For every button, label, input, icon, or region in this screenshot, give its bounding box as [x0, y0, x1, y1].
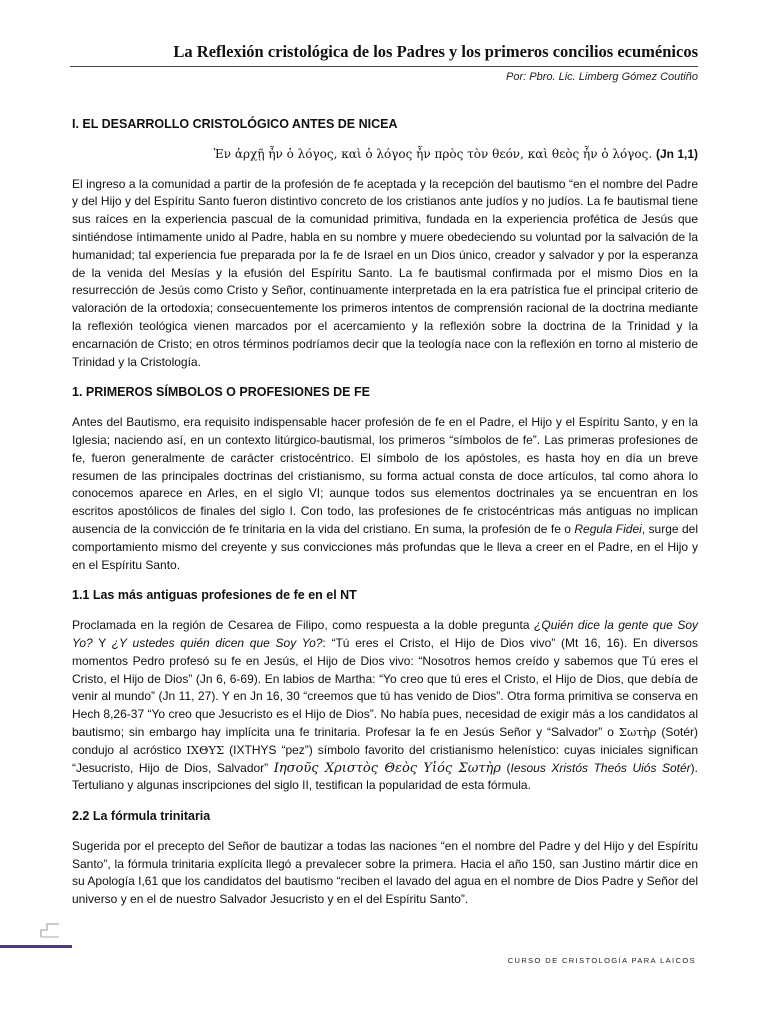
text-run: ). Tertuliano y algunas inscripciones del siglo II, testifican la popularidad de esta fórmula.: [72, 760, 699, 793]
greek-acrostic-expansion: Ιησοῦς Χριστὸς Θεὸς Υἱός Σωτὴρ: [273, 760, 501, 776]
footer-course-title: CURSO DE CRISTOLOGÍA PARA LAICOS: [507, 956, 696, 965]
text-run: (IXTHYS “pez”) símbolo favorito del cristianismo helenístico: cuyas iniciales significan “Jesucristo, Hijo de Dios, Salvador”: [72, 742, 698, 775]
text-run: (: [500, 760, 511, 775]
text-run: Y: [92, 635, 112, 650]
italic-question-2: ¿Y ustedes quién dicen que Soy Yo?: [111, 635, 323, 650]
paragraph-trinitaria: Sugerida por el precepto del Señor de bautizar a todas las naciones “en el nombre del Padre y del Hijo y del Espíritu Santo”, la fórmula trinitaria explícita llegó a prevalecer sobre la primera. Hacia el año 150, san Justino mártir dice en su Apología I,61 que los candidatos del bautismo “reciben el lavado del agua en el nombre de Dios Padre y Señor del universo y en el de nuestro Salvador Jesucristo y en el del Espíritu Santo”.: [72, 838, 698, 907]
greek-quote: Ἐν ἀρχῇ ἦν ὁ λόγος, καὶ ὁ λόγος ἦν πρὸς τὸν θεόν, καὶ θεὸς ἦν ὁ λόγος.: [213, 146, 653, 161]
italic-question-1: ¿Quién dice la gente que Soy Yo?: [72, 618, 698, 650]
text-run: : “Tú eres el Cristo, el Hijo de Dios vivo” (Mt 16, 16). En diversos momentos Pedro profesó su fe en Jesús, el Hijo de Dios vivo: “Nosotros hemos creído y sabemos que Tú eres el Cristo, el Hijo de Dios” (Jn 6, 6-69). En labios de Martha: “Yo creo que tú eres el Cristo, el Hijo de Dios, que debía de venir al mundo” (Jn 11, 27). Y en Jn 16, 30 “creemos que tú has venido de Dios”. Otra forma primitiva se conserva en Hech 8,26-37 “Yo creo que Jesucristo es el Hijo de Dios”. No había pues, necesidad de exigir más a los candidatos al bautismo; sin embargo hay implícita una fe trinitaria. Profesar la fe en Jesús Señor y “Salvador” o: [72, 635, 698, 739]
paragraph-antiguas: [72, 617, 698, 795]
paragraph-intro: El ingreso a la comunidad a partir de la profesión de fe aceptada y la recepción del bautismo “en el nombre del Padre y del Hijo y del Espíritu Santo fueron distintivo concreto de los cristianos ante judíos y no judíos. La fe bautismal tiene sus raíces en la experiencia pascual de la comunidad primitiva, fundada en la experiencia profética de Jesús que sintiéndose íntimamente unido al Padre, habla en su nombre y muere obedeciendo su voluntad por la salvación de la humanidad; tal experiencia fue preparada por la fe de Israel en un Dios único, creador y salvador y por la esperanza de la venida del Mesías y la efusión del Espíritu Santo. La fe bautismal confirmada por el mismo Dios en la resurrección de Jesús como Cristo y Señor, continuamente interpretada en la era patrística fue el principal criterio de valoración de la ortodoxia; consecuentemente los primeros intentos de comprensión racional de la doctrina mediante la reflexión teológica vienen marcados por el acercamiento y la reflexión sobre la doctrina de la Trinidad y la encarnación de Cristo; en otros términos podríamos decir que la teología nace con la reflexión en torno al misterio de Trinidad y la Cristología.: [72, 176, 698, 369]
italic-transliteration: Iesous Xristós Theós Uiós Sotér: [510, 760, 691, 775]
greek-ichthys: ΙΧΘΥΣ: [186, 742, 225, 757]
text-run: , surge del comportamiento mismo del creyente y sus convicciones más profundas que le lleva a creer en el Padre, en el Hijo y en el Espíritu Santo.: [72, 521, 698, 572]
scripture-reference: (Jn 1,1): [655, 146, 698, 161]
running-header-title: La Reflexión cristológica de los Padres y los primeros concilios ecuménicos: [173, 42, 698, 61]
page-number-icon: [38, 921, 62, 939]
document-body: [72, 116, 698, 922]
greek-soter: Σωτὴρ: [618, 724, 657, 739]
italic-term-regula-fidei: Regula Fidei: [574, 521, 642, 536]
section-heading-simbolos: 1. PRIMEROS SÍMBOLOS O PROFESIONES DE FE: [72, 385, 370, 400]
paragraph-simbolos: [72, 414, 698, 574]
text-run: Antes del Bautismo, era requisito indispensable hacer profesión de fe en el Padre, el Hijo y el Espíritu Santo, y en la Iglesia; naciendo así, en un contexto litúrgico-bautismal, los primeros “símbolos de fe”. Las primeras profesiones de fe, fueron generalmente de carácter cristocéntrico. El símbolo de los apóstoles, es hasta hoy en día un breve resumen de las principales doctrinas del cristianismo, su forma actual consta de doce artículos, tal como ahora lo conocemos aparece en Arles, en el siglo VI; aunque todos sus elementos doctrinales ya se encuentran en los escritos apostólicos de finales del siglo I. Con todo, las profesiones de fe cristocéntricas más antiguas no implican ausencia de la convicción de fe trinitaria en la vida del cristiano. En suma, la profesión de fe o: [72, 415, 698, 536]
subsection-heading-antiguas: 1.1 Las más antiguas profesiones de fe en el NT: [72, 588, 357, 603]
header-divider: [70, 66, 698, 67]
greek-epigraph: [72, 146, 698, 164]
subsection-heading-trinitaria: 2.2 La fórmula trinitaria: [72, 809, 211, 824]
footer-accent-bar: [0, 945, 72, 948]
text-run: (Sotér) condujo al acróstico: [72, 724, 698, 757]
text-run: Proclamada en la región de Cesarea de Filipo, como respuesta a la doble pregunta: [72, 618, 535, 633]
section-heading-desarrollo: I. EL DESARROLLO CRISTOLÓGICO ANTES DE NICEA: [72, 117, 398, 131]
running-header-author: Por: Pbro. Lic. Limberg Gómez Coutiño: [506, 71, 698, 83]
